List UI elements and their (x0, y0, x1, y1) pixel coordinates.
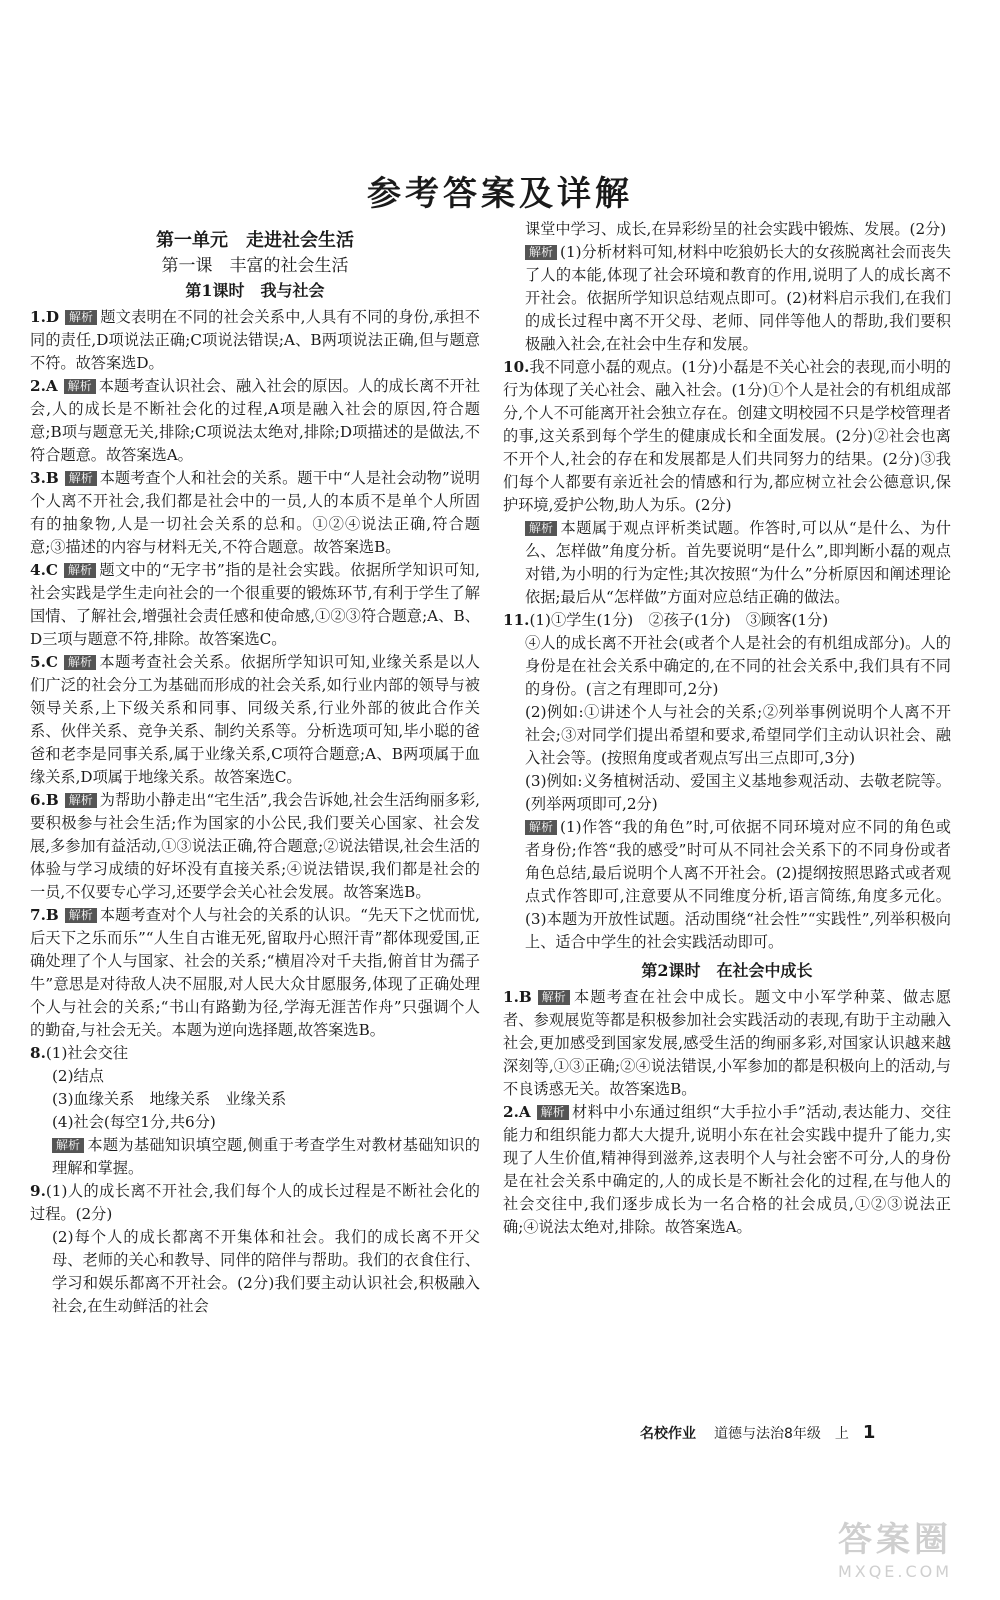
answer-item (503, 1101, 951, 1239)
answer-list (30, 306, 480, 1042)
left-column (30, 228, 480, 1318)
answer-choice: B (45, 791, 59, 809)
answer-choice: B (518, 988, 532, 1006)
answer-text: ④人的成长离不开社会(或者个人是社会的有机组成部分)。人的身份是在社会关系中确定的,在不同的社会关系中,我们具有不同的身份。(言之有理即可,2分) (525, 634, 951, 698)
answer-text: (2)每个人的成长都离不开集体和社会。我们的成长离不开父母、老师的关心和教导、同伴的陪伴与帮助。我们的衣食住行、学习和娱乐都离不开社会。(2分)我们要主动认识社会,积极融入社会,在生动鲜活的社会 (52, 1228, 480, 1315)
period-heading: 第1课时 我与社会 (185, 281, 325, 300)
answer-choice: D (45, 308, 60, 326)
explanation (30, 1134, 480, 1180)
answer-item (30, 559, 480, 651)
jiexi-label: 解析 (64, 655, 96, 670)
jiexi-label: 解析 (65, 908, 97, 923)
question-number: 7. (30, 906, 46, 924)
answer-text: (2)例如:①讲述个人与社会的关系;②列举事例说明个人离不开社会;③对同学们提出希望和要求,希望同学们主动认识社会、融入社会等。(按照角度或者观点写出三点即可,3分) (525, 703, 951, 767)
answer-choice: B (45, 906, 59, 924)
jiexi-label: 解析 (525, 521, 557, 536)
explanation (503, 517, 951, 609)
question-number: 5. (30, 653, 46, 671)
jiexi-label: 解析 (65, 310, 97, 325)
question-number: 3. (30, 469, 46, 487)
jiexi-label: 解析 (65, 793, 97, 808)
jiexi-label: 解析 (537, 1105, 569, 1120)
jiexi-label: 解析 (525, 245, 557, 260)
explanation-text: 本题考查认识社会、融入社会的原因。人的成长离不开社会,人的成长是不断社会化的过程,A项是融入社会的原因,符合题意;B项与题意无关,排除;C项说法太绝对,排除;D项描述的是做法,不符合题意。故答案选A。 (30, 377, 480, 464)
explanation-text: 本题考查社会关系。依据所学知识可知,业缘关系是以人们广泛的社会分工为基础而形成的社会关系,如行业内部的领导与被领导关系,上下级关系和同事、同级关系,行业外部的彼此合作关系、伙伴关系、竞争关系、制约关系等。分析选项可知,毕小聪的爸爸和老李是同事关系,属于业缘关系,C项符合题意;A、B两项属于血缘关系,D项属于地缘关系。故答案选C。 (30, 653, 480, 786)
answer-text: (1)人的成长离不开社会,我们每个人的成长过程是不断社会化的过程。(2分) (30, 1182, 480, 1223)
answer-item (30, 467, 480, 559)
question-number: 11. (503, 611, 530, 629)
explanation-text: 材料中小东通过组织“大手拉小手”活动,表达能力、交往能力和组织能力都大大提升,说明小东在社会实践中提升了能力,实现了人生价值,精神得到滋养,这表明个人与社会密不可分,人的身份是在社会关系中确定的,人的成长是不断社会化的过程,在与他人的社会交往中,我们逐步成长为一名合格的社会成员,①②③说法正确;④说法太绝对,排除。故答案选A。 (503, 1103, 951, 1236)
question-number: 2. (30, 377, 46, 395)
question-number: 4. (30, 561, 46, 579)
period-heading-2: 第2课时 在社会中成长 (641, 961, 813, 980)
answer-item-11 (503, 609, 951, 632)
explanation (503, 816, 951, 954)
page-footer (640, 1423, 920, 1444)
watermark-url: MXQE.COM (837, 1562, 953, 1581)
answer-item (30, 651, 480, 789)
question-number: 9. (30, 1182, 46, 1200)
answer-item (30, 375, 480, 467)
answer-choice: A (518, 1103, 531, 1121)
explanation-text: 本题考查在社会中成长。题文中小军学种菜、做志愿者、参观展览等都是积极参加社会实践活动的表现,有助于主动融入社会,更加感受到国家发展,感受生活的绚丽多彩,对国家认识越来越深刻等,①③正确;②④说法错误,小军参加的都是积极向上的活动,与不良诱惑无关。故答案选B。 (503, 988, 951, 1098)
page-title: 参考答案及详解 (367, 174, 633, 214)
question-number: 6. (30, 791, 46, 809)
explanation-text: 本题属于观点评析类试题。作答时,可以从“是什么、为什么、怎样做”角度分析。首先要说明“是什么”,即判断小磊的观点对错,为小明的行为定性;其次按照“为什么”分析原因和阐述理论依据;最后从“怎样做”方面对应总结正确的做法。 (525, 519, 951, 606)
question-number: 8. (30, 1044, 46, 1062)
right-column (503, 218, 951, 1239)
jiexi-label: 解析 (538, 990, 570, 1005)
jiexi-label: 解析 (525, 820, 557, 835)
answer-item-10 (503, 356, 951, 517)
answer-item (30, 789, 480, 904)
answer-line: (1)社会交往 (45, 1044, 129, 1062)
jiexi-label: 解析 (64, 379, 96, 394)
page-number: 1 (862, 1422, 876, 1443)
answer-item (503, 986, 951, 1101)
answer-text: 我不同意小磊的观点。(1分)小磊是不关心社会的表现,而小明的行为体现了关心社会、融入社会。(1分)①个人是社会的有机组成部分,个人不可能离开社会独立存在。创建文明校园不只是学校管理者的事,这关系到每个学生的健康成长和全面发展。(2分)②社会也离不开个人,社会的存在和发展都是人们共同努力的结果。(2分)③我们每个人都要有亲近社会的情感和行为,都应树立社会公德意识,保护环境,爱护公物,助人为乐。(2分) (503, 358, 951, 514)
subject-label: 道德与法治8年级 上 (714, 1426, 849, 1442)
lesson-heading: 第一课 丰富的社会生活 (161, 256, 349, 276)
watermark-text: 答案圈 (838, 1520, 952, 1560)
answer-choice: C (45, 561, 58, 579)
question-number: 1. (503, 988, 519, 1006)
question-number: 2. (503, 1103, 519, 1121)
question-number: 1. (30, 308, 46, 326)
explanation (503, 241, 951, 356)
jiexi-label: 解析 (52, 1138, 84, 1153)
answer-text: (3)例如:义务植树活动、爱国主义基地参观活动、去敬老院等。(列举两项即可,2分) (525, 772, 951, 813)
answer-item (30, 904, 480, 1042)
answer-line: (4)社会(每空1分,共6分) (52, 1113, 216, 1131)
jiexi-label: 解析 (65, 471, 97, 486)
answer-item (30, 306, 480, 375)
question-number: 10. (503, 358, 530, 376)
explanation-text: 本题为基础知识填空题,侧重于考查学生对教材基础知识的理解和掌握。 (52, 1136, 480, 1177)
brand-name: 名校作业 (640, 1426, 696, 1442)
explanation-text: (1)作答“我的角色”时,可依据不同环境对应不同的角色或者身份;作答“我的感受”时可从不同社会关系下的不同身份或者角色总结,最后说明个人离不开社会。(2)提纲按照思路式或者观点式作答即可,注意要从不同维度分析,语言简练,角度多元化。(3)本题为开放性试题。活动围绕“社会性”“实践性”,列举积极向上、适合中学生的社会实践活动即可。 (525, 818, 951, 951)
explanation-text: 题文中的“无字书”指的是社会实践。依据所学知识可知,社会实践是学生走向社会的一个很重要的锻炼环节,有利于学生了解国情、了解社会,增强社会责任感和使命感,①②③符合题意;A、B、D三项与题意不符,排除。故答案选C。 (30, 561, 480, 648)
explanation-text: 为帮助小静走出“宅生活”,我会告诉她,社会生活绚丽多彩,要积极参与社会生活;作为国家的小公民,我们要关心国家、社会发展,多参加有益活动,①③说法正确,符合题意;②说法错误,社会生活的体验与学习成绩的好坏没有直接关系;④说法错误,我们都是社会的一员,不仅要专心学习,还要学会关心社会发展。故答案选B。 (30, 791, 480, 901)
answer-choice: B (45, 469, 59, 487)
answer-text: (1)①学生(1分) ②孩子(1分) ③顾客(1分) (529, 611, 829, 629)
answer-choice: C (45, 653, 58, 671)
answer-item-8 (30, 1042, 480, 1065)
jiexi-label: 解析 (64, 563, 96, 578)
answer-item-9 (30, 1180, 480, 1226)
answer-line: (2)结点 (52, 1067, 104, 1085)
explanation-text: (1)分析材料可知,材料中吃狼奶长大的女孩脱离社会而丧失了人的本能,体现了社会环境和教育的作用,说明了人的成长离不开社会。依据所学知识总结观点即可。(2)材料启示我们,在我们的成长过程中离不开父母、老师、同伴等他人的帮助,我们要积极融入社会,在社会中生存和发展。 (525, 243, 951, 353)
unit-heading: 第一单元 走进社会生活 (156, 230, 354, 251)
explanation-text: 题文表明在不同的社会关系中,人具有不同的身份,承担不同的责任,D项说法正确;C项说法错误;A、B两项说法正确,但与题意不符。故答案选D。 (30, 308, 480, 372)
answer-text: 课堂中学习、成长,在异彩纷呈的社会实践中锻炼、发展。(2分) (525, 220, 947, 238)
watermark-logo (810, 1518, 980, 1588)
answer-list-2 (503, 986, 951, 1239)
answer-choice: A (45, 377, 58, 395)
answer-line: (3)血缘关系 地缘关系 业缘关系 (52, 1090, 287, 1108)
explanation-text: 本题考查对个人与社会的关系的认识。“先天下之忧而忧,后天下之乐而乐”“人生自古谁无死,留取丹心照汗青”都体现爱国,正确处理了个人与国家、社会的关系;“横眉冷对千夫指,俯首甘为孺子牛”意思是对待敌人决不屈服,对人民大众甘愿服务,体现了正确处理个人与社会的关系;“书山有路勤为径,学海无涯苦作舟”只强调个人的勤奋,与社会无关。本题为逆向选择题,故答案选B。 (30, 906, 480, 1039)
explanation-text: 本题考查个人和社会的关系。题干中“人是社会动物”说明个人离不开社会,我们都是社会中的一员,人的本质不是单个人所固有的抽象物,人是一切社会关系的总和。①②④说法正确,符合题意;③描述的内容与材料无关,不符合题意。故答案选B。 (30, 469, 480, 556)
